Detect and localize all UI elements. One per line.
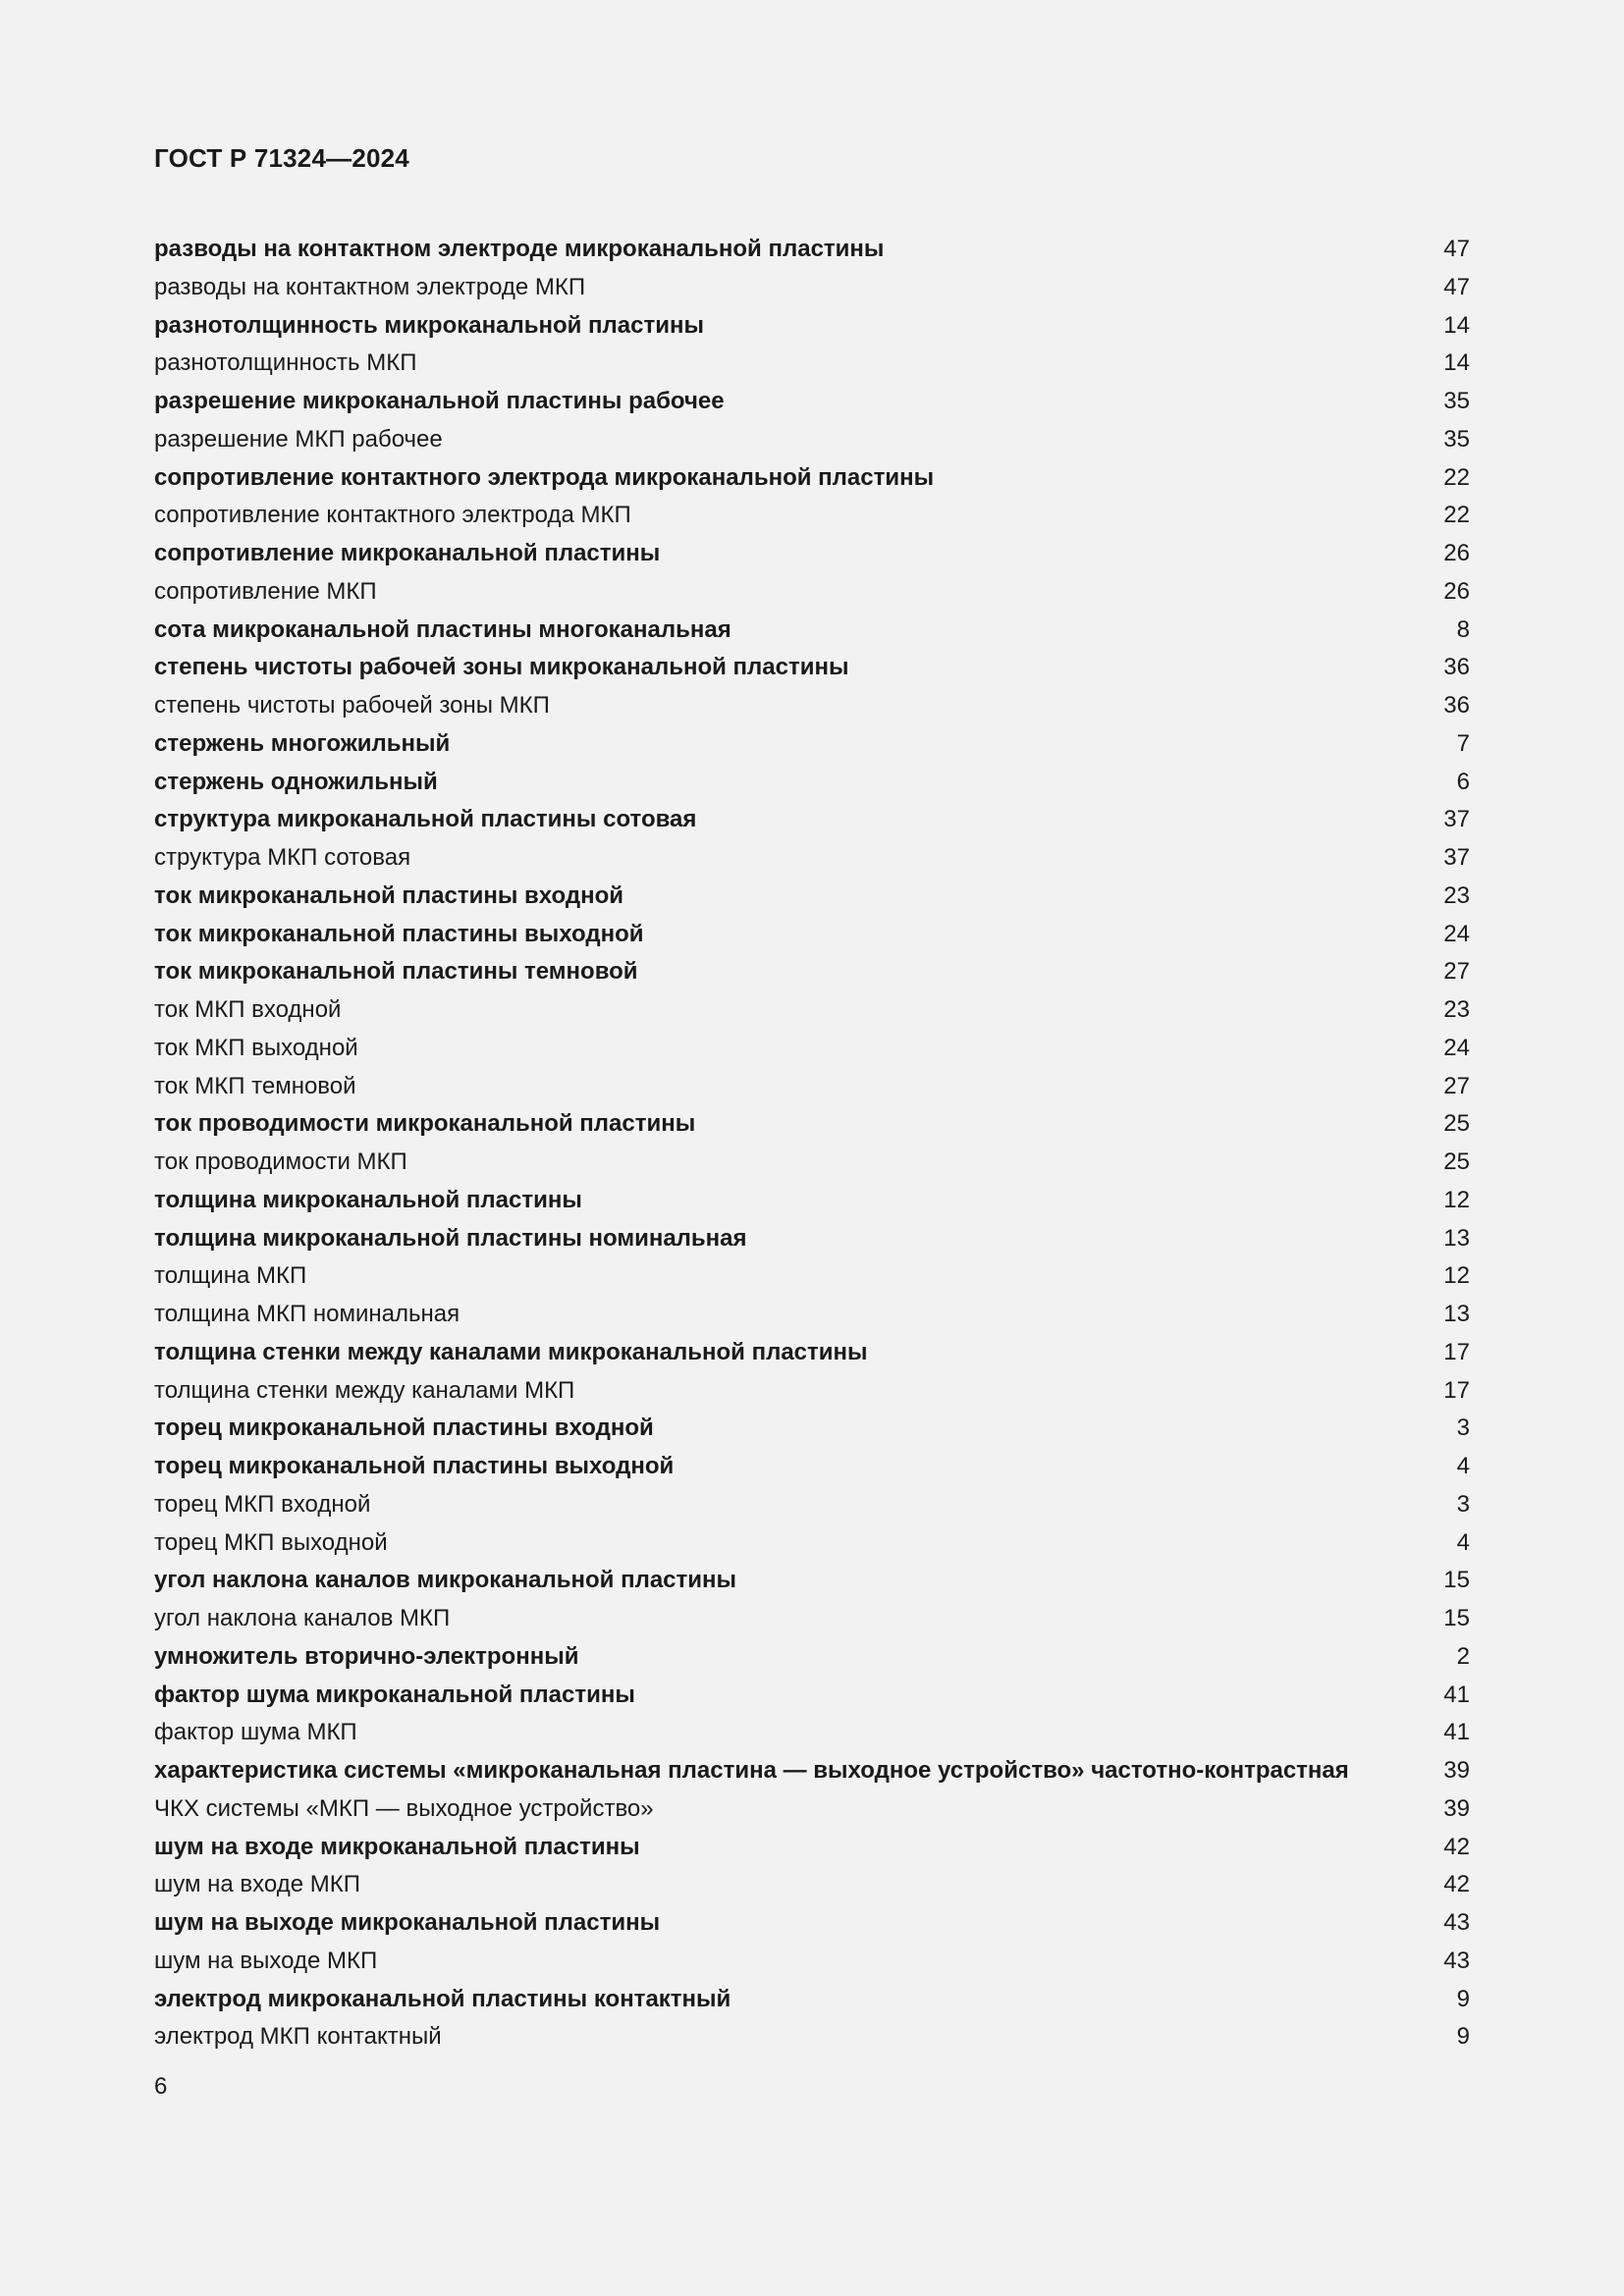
index-page-ref: 9 [1456, 2023, 1470, 2051]
index-entry [154, 1220, 1470, 1258]
index-term: шум на выходе микроканальной пластины [154, 1909, 661, 1936]
index-entry [154, 1562, 1470, 1600]
index-term: ток проводимости микроканальной пластины [154, 1110, 696, 1138]
index-page-ref: 25 [1443, 1110, 1470, 1138]
index-entry [154, 1829, 1470, 1867]
index-page-ref: 14 [1443, 349, 1470, 377]
index-page-ref: 13 [1443, 1301, 1470, 1327]
index-term: ЧКХ системы «МКП — выходное устройство» [154, 1794, 654, 1822]
index-page-ref: 3 [1456, 1415, 1470, 1442]
index-entry [154, 1904, 1470, 1943]
index-term: ток проводимости МКП [154, 1148, 407, 1175]
index-entry [154, 2018, 1470, 2056]
index-page-ref: 2 [1456, 1642, 1470, 1670]
index-term: толщина МКП [154, 1262, 307, 1290]
index-page-ref: 6 [1456, 768, 1470, 795]
index-term: характеристика системы «микроканальная пластина — выходное устройство» частотно-контрастная [154, 1757, 1349, 1784]
index-page-ref: 13 [1443, 1224, 1470, 1252]
index-term: торец микроканальной пластины входной [154, 1415, 654, 1442]
index-entry [154, 459, 1470, 498]
index-entry [154, 725, 1470, 764]
index-page-ref: 3 [1456, 1490, 1470, 1518]
index-entry [154, 535, 1470, 573]
index-term: разводы на контактном электроде микроканальной пластины [154, 236, 885, 262]
index-term: угол наклона каналов МКП [154, 1605, 451, 1631]
index-page-ref: 35 [1443, 425, 1470, 453]
index-entry [154, 1752, 1470, 1790]
index-entry [154, 764, 1470, 802]
index-entry [154, 345, 1470, 383]
index-entry [154, 1144, 1470, 1182]
index-term: толщина микроканальной пластины номинальная [154, 1224, 747, 1252]
index-page-ref: 27 [1443, 958, 1470, 986]
index-term: фактор шума микроканальной пластины [154, 1681, 635, 1708]
index-term: толщина стенки между каналами МКП [154, 1376, 575, 1404]
index-page-ref: 36 [1443, 692, 1470, 719]
index-term: сопротивление МКП [154, 577, 377, 605]
index-entry [154, 421, 1470, 459]
index-page-ref: 39 [1443, 1794, 1470, 1822]
index-entry [154, 1981, 1470, 2019]
index-page-ref: 22 [1443, 463, 1470, 491]
index-page-ref: 15 [1443, 1605, 1470, 1631]
index-entry [154, 1790, 1470, 1829]
index-term: торец МКП выходной [154, 1528, 388, 1556]
index-entry [154, 801, 1470, 839]
index-page-ref: 35 [1443, 388, 1470, 414]
index-term: разрешение микроканальной пластины рабочее [154, 388, 725, 414]
document-header [154, 143, 409, 174]
index-entry [154, 991, 1470, 1030]
index-entry [154, 1030, 1470, 1068]
index-entry [154, 839, 1470, 878]
index-entry [154, 573, 1470, 612]
index-term: толщина МКП номинальная [154, 1301, 460, 1327]
index-entry [154, 497, 1470, 535]
index-entry [154, 1105, 1470, 1144]
index-page-ref: 8 [1456, 615, 1470, 643]
index-page-ref: 43 [1443, 1909, 1470, 1936]
index-entry [154, 1486, 1470, 1524]
index-entry [154, 916, 1470, 954]
index-page-ref: 42 [1443, 1833, 1470, 1860]
index-term: ток микроканальной пластины входной [154, 881, 623, 909]
index-term: фактор шума МКП [154, 1719, 357, 1746]
index-term: разнотолщинность микроканальной пластины [154, 311, 704, 339]
index-entry [154, 1943, 1470, 1981]
index-term: разрешение МКП рабочее [154, 425, 443, 453]
index-term: сопротивление микроканальной пластины [154, 540, 661, 566]
index-term: электрод микроканальной пластины контактный [154, 1985, 731, 2012]
index-entry [154, 383, 1470, 421]
index-entry [154, 1524, 1470, 1563]
index-entry [154, 1334, 1470, 1372]
index-term: сопротивление контактного электрода МКП [154, 502, 631, 529]
index-page-ref: 4 [1456, 1453, 1470, 1479]
index-term: толщина микроканальной пластины [154, 1186, 582, 1213]
index-page-ref: 41 [1443, 1681, 1470, 1708]
index-page-ref: 24 [1443, 920, 1470, 947]
index-entry [154, 1448, 1470, 1486]
index-page-ref: 47 [1443, 273, 1470, 300]
index-page-ref: 17 [1443, 1338, 1470, 1365]
index-term: стержень многожильный [154, 729, 451, 757]
index-term: сопротивление контактного электрода микроканальной пластины [154, 463, 935, 491]
index-page-ref: 12 [1443, 1186, 1470, 1213]
index-page-ref: 37 [1443, 806, 1470, 833]
index-entry [154, 1677, 1470, 1715]
index-term: разнотолщинность МКП [154, 349, 417, 377]
index-entry [154, 1257, 1470, 1296]
page-number: 6 [154, 2073, 168, 2100]
index-term: структура МКП сотовая [154, 844, 411, 871]
index-entry [154, 1866, 1470, 1904]
standard-title: ГОСТ Р 71324—2024 [154, 143, 409, 173]
index-entry [154, 1638, 1470, 1677]
index-entry [154, 1296, 1470, 1334]
index-page-ref: 22 [1443, 502, 1470, 529]
index-term: степень чистоты рабочей зоны микроканальной пластины [154, 654, 849, 681]
index-page-ref: 41 [1443, 1719, 1470, 1746]
index-term: ток МКП выходной [154, 1034, 358, 1061]
index-page-ref: 23 [1443, 881, 1470, 909]
index-page-ref: 43 [1443, 1947, 1470, 1974]
index-term: степень чистоты рабочей зоны МКП [154, 692, 550, 719]
index-page-ref: 15 [1443, 1567, 1470, 1594]
alphabetical-index [154, 231, 1470, 2056]
index-page-ref: 25 [1443, 1148, 1470, 1175]
index-page-ref: 14 [1443, 311, 1470, 339]
index-page-ref: 12 [1443, 1262, 1470, 1290]
index-entry [154, 1600, 1470, 1638]
index-entry [154, 1182, 1470, 1220]
index-term: торец микроканальной пластины выходной [154, 1453, 675, 1479]
index-term: ток микроканальной пластины темновой [154, 958, 638, 986]
index-term: умножитель вторично-электронный [154, 1642, 579, 1670]
index-page-ref: 26 [1443, 577, 1470, 605]
index-page-ref: 37 [1443, 844, 1470, 871]
index-entry [154, 1714, 1470, 1752]
index-term: толщина стенки между каналами микроканальной пластины [154, 1338, 868, 1365]
index-term: шум на выходе МКП [154, 1947, 378, 1974]
index-term: шум на входе МКП [154, 1871, 360, 1898]
index-term: сота микроканальной пластины многоканальная [154, 615, 731, 643]
index-entry [154, 649, 1470, 687]
index-page-ref: 42 [1443, 1871, 1470, 1898]
index-term: ток МКП темновой [154, 1072, 356, 1099]
index-term: структура микроканальной пластины сотовая [154, 806, 697, 833]
index-term: шум на входе микроканальной пластины [154, 1833, 640, 1860]
index-page-ref: 36 [1443, 654, 1470, 681]
index-entry [154, 1068, 1470, 1106]
index-page-ref: 26 [1443, 540, 1470, 566]
index-term: стержень одножильный [154, 768, 438, 795]
index-term: разводы на контактном электроде МКП [154, 273, 586, 300]
index-entry [154, 878, 1470, 916]
index-page-ref: 9 [1456, 1985, 1470, 2012]
index-term: ток микроканальной пластины выходной [154, 920, 644, 947]
index-page-ref: 39 [1443, 1757, 1470, 1784]
index-entry [154, 1372, 1470, 1411]
index-term: торец МКП входной [154, 1490, 371, 1518]
index-page-ref: 4 [1456, 1528, 1470, 1556]
index-entry [154, 1410, 1470, 1448]
index-entry [154, 687, 1470, 725]
index-entry [154, 231, 1470, 269]
index-page-ref: 23 [1443, 996, 1470, 1023]
index-page-ref: 24 [1443, 1034, 1470, 1061]
index-entry [154, 612, 1470, 650]
index-entry [154, 307, 1470, 346]
index-page-ref: 27 [1443, 1072, 1470, 1099]
index-page-ref: 17 [1443, 1376, 1470, 1404]
index-page-ref: 7 [1456, 729, 1470, 757]
index-term: угол наклона каналов микроканальной пластины [154, 1567, 737, 1594]
index-page-ref: 47 [1443, 236, 1470, 262]
index-entry [154, 953, 1470, 991]
index-term: электрод МКП контактный [154, 2023, 442, 2051]
index-term: ток МКП входной [154, 996, 342, 1023]
index-entry [154, 269, 1470, 307]
